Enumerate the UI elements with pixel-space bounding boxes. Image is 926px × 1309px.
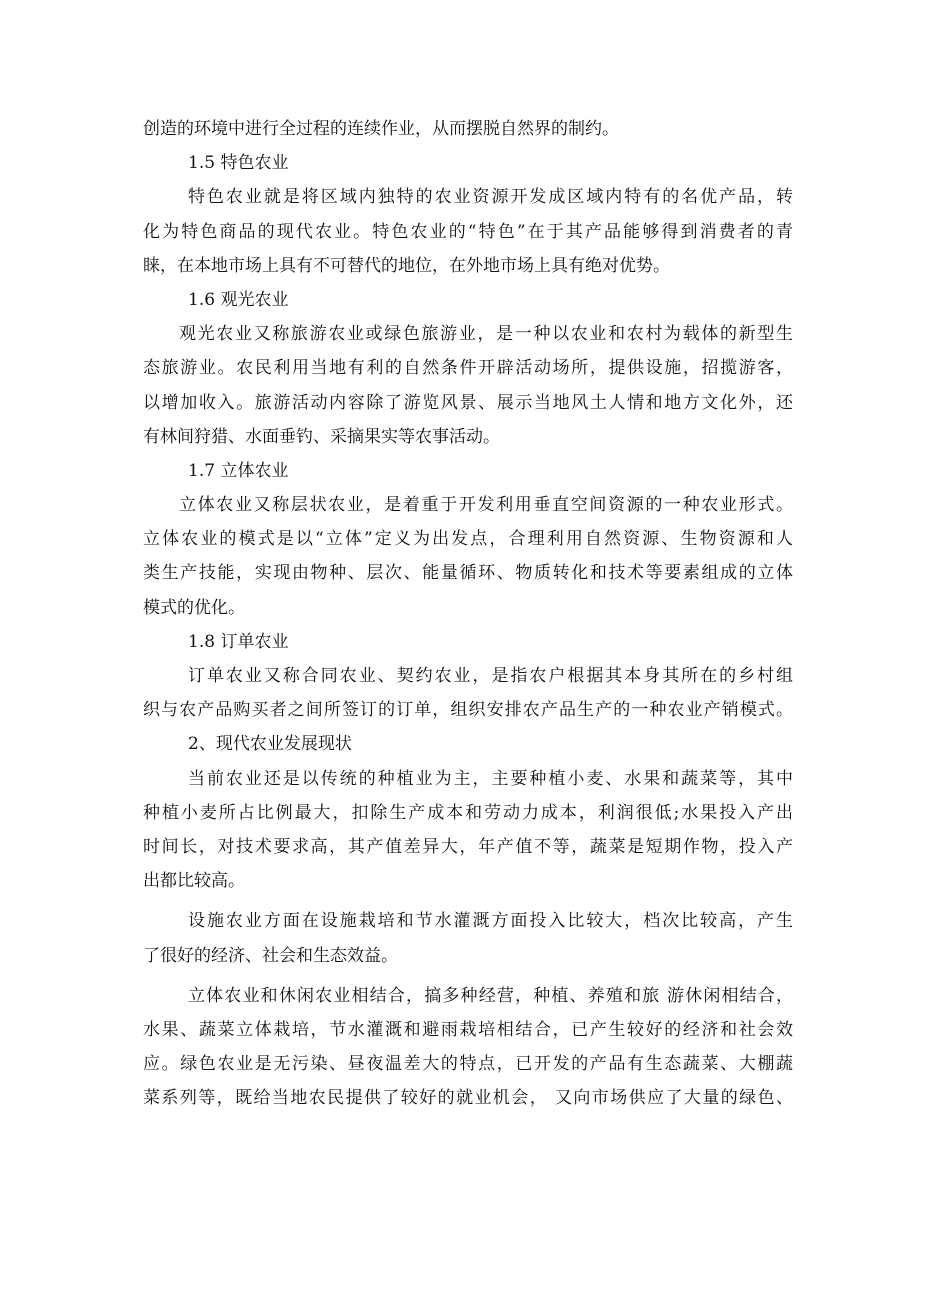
paragraph-line: 种植小麦所占比例最大，扣除生产成本和劳动力成本，利润很低;水果投入产出 [143,802,793,823]
section-heading-2: 2、现代农业发展现状 [188,734,352,755]
paragraph-line: 菜系列等，既给当地农民提供了较好的就业机会， 又向市场供应了大量的绿色、 [143,1088,793,1109]
paragraph-line: 当前农业还是以传统的种植业为主，主要种植小麦、水果和蔬菜等，其中 [188,768,793,789]
paragraph-line: 了很好的经济、社会和生态效益。 [143,945,398,966]
paragraph-line: 类生产技能，实现由物种、层次、能量循环、物质转化和技术等要素组成的立体 [143,563,793,584]
section-heading-1-7: 1.7 立体农业 [188,460,289,481]
paragraph-line: 出都比较高。 [143,871,245,892]
section-heading-1-8: 1.8 订单农业 [188,631,289,652]
paragraph-line: 水果、蔬菜立体栽培，节水灌溉和避雨栽培相结合，已产生较好的经济和社会效 [143,1019,793,1040]
paragraph-line: 特色农业就是将区域内独特的农业资源开发成区域内特有的名优产品，转 [188,187,793,208]
section-heading-1-5: 1.5 特色农业 [188,153,289,174]
paragraph-line: 设施农业方面在设施栽培和节水灌溉方面投入比较大，档次比较高，产生 [188,911,793,932]
paragraph-line: 立体农业和休闲农业相结合，搞多种经营，种植、养殖和旅 游休闲相结合， [188,985,793,1006]
paragraph-line: 应。绿色农业是无污染、昼夜温差大的特点，已开发的产品有生态蔬菜、大棚蔬 [143,1054,793,1075]
paragraph-line: 织与农产品购买者之间所签订的订单，组织安排农产品生产的一种农业产销模式。 [143,700,793,721]
paragraph-line: 创造的环境中进行全过程的连续作业，从而摆脱自然界的制约。 [143,119,619,139]
paragraph-line: 立体农业的模式是以“立体”定义为出发点，合理利用自然资源、生物资源和人 [143,529,793,550]
paragraph-line: 模式的优化。 [143,597,245,618]
paragraph-line: 订单农业又称合同农业、契约农业，是指农户根据其本身其所在的乡村组 [188,666,793,686]
paragraph-line: 以增加收入。旅游活动内容除了游览风景、展示当地风土人情和地方文化外，还 [143,392,793,413]
paragraph-line: 化为特色商品的现代农业。特色农业的“特色”在于其产品能够得到消费者的青 [143,221,793,242]
paragraph-line: 有林间狩猎、水面垂钓、采摘果实等农事活动。 [143,426,500,447]
paragraph-line: 观光农业又称旅游农业或绿色旅游业，是一种以农业和农村为载体的新型生 [179,324,793,345]
document-body [143,112,793,1115]
paragraph-line: 时间长，对技术要求高，其产值差异大，年产值不等，蔬菜是短期作物，投入产 [143,836,793,857]
paragraph-line: 态旅游业。农民利用当地有利的自然条件开辟活动场所，提供设施，招揽游客， [143,358,793,379]
paragraph-line: 睐，在本地市场上具有不可替代的地位，在外地市场上具有绝对优势。 [143,255,670,276]
section-heading-1-6: 1.6 观光农业 [188,289,289,310]
paragraph-line: 立体农业又称层状农业，是着重于开发利用垂直空间资源的一种农业形式。 [179,495,793,516]
